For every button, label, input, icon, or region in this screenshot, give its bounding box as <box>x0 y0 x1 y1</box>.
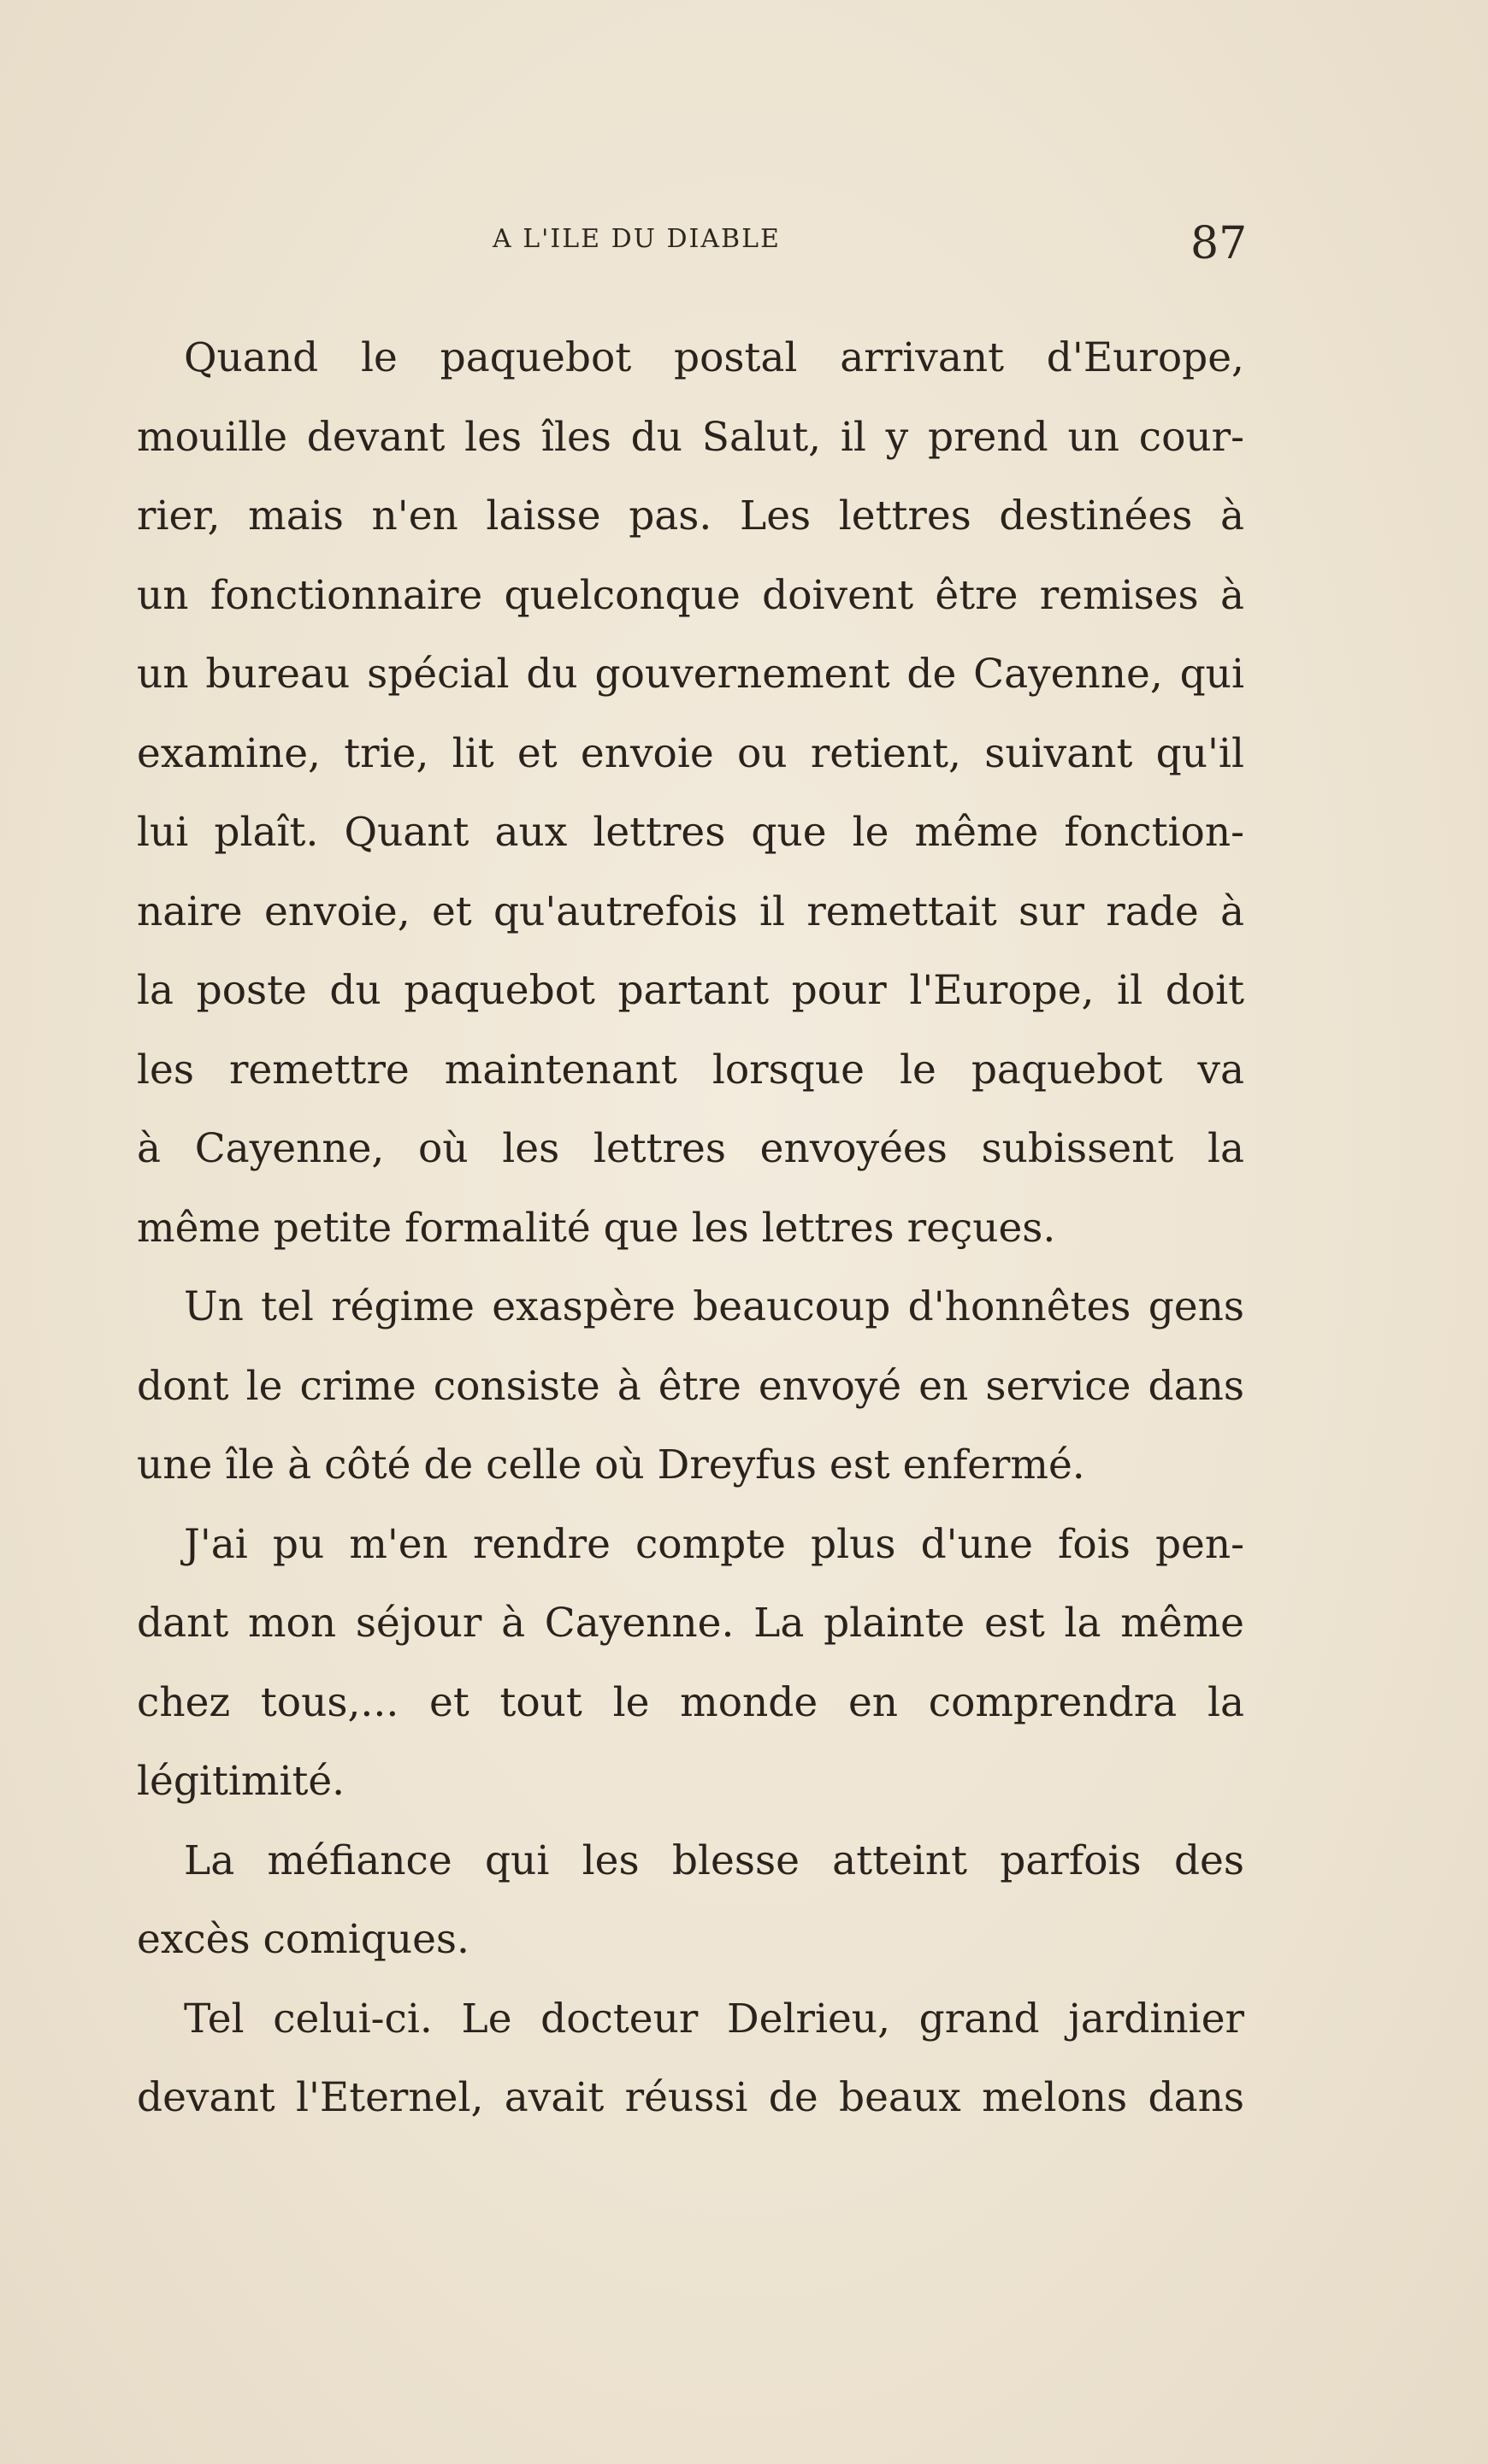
text-line: mouille devant les îles du Salut, il y prend un cour- <box>137 413 1244 461</box>
text-line: dant mon séjour à Cayenne. La plainte est la même <box>137 1600 1244 1647</box>
text-line: légitimité. <box>137 1758 345 1805</box>
paragraph <box>137 319 1244 1268</box>
text-line: une île à côté de celle où Dreyfus est enfermé. <box>137 1441 1085 1488</box>
text-line: les remettre maintenant lorsque le paquebot va <box>137 1046 1244 1093</box>
text-line: Un tel régime exaspère beaucoup d'honnêtes gens <box>184 1283 1244 1330</box>
paragraph <box>137 1268 1244 1506</box>
body-text <box>137 319 1244 2138</box>
text-line: lui plaît. Quant aux lettres que le même fonction- <box>137 809 1244 856</box>
text-line: La méfiance qui les blesse atteint parfois des <box>184 1836 1244 1884</box>
text-line: naire envoie, et qu'autrefois il remettait sur rade à <box>137 887 1244 935</box>
text-line: J'ai pu m'en rendre compte plus d'une fois pen- <box>184 1520 1244 1568</box>
text-line: Tel celui-ci. Le docteur Delrieu, grand jardinier <box>184 1995 1244 2043</box>
text-line: excès comiques. <box>137 1916 469 1963</box>
paragraph <box>137 1980 1244 2138</box>
text-line: rier, mais n'en laisse pas. Les lettres destinées à <box>137 492 1244 539</box>
text-line: la poste du paquebot partant pour l'Europe, il doit <box>137 967 1244 1014</box>
text-line: devant l'Eternel, avait réussi de beaux melons dans <box>137 2074 1244 2121</box>
running-title: A L'ILE DU DIABLE <box>493 224 781 254</box>
text-line: un fonctionnaire quelconque doivent être remises à <box>137 571 1244 619</box>
paragraph <box>137 1822 1244 1980</box>
text-line: chez tous,... et tout le monde en comprendra la <box>137 1678 1244 1726</box>
text-line: à Cayenne, où les lettres envoyées subissent la <box>137 1125 1244 1172</box>
paragraph <box>137 1506 1244 1822</box>
text-line: examine, trie, lit et envoie ou retient, suivant qu'il <box>137 729 1244 777</box>
text-line: un bureau spécial du gouvernement de Cayenne, qui <box>137 651 1244 698</box>
text-line: même petite formalité que les lettres reçues. <box>137 1204 1056 1252</box>
text-line: dont le crime consiste à être envoyé en service dans <box>137 1362 1244 1410</box>
text-line: Quand le paquebot postal arrivant d'Europe, <box>184 334 1244 381</box>
page-number: 87 <box>1190 218 1248 269</box>
